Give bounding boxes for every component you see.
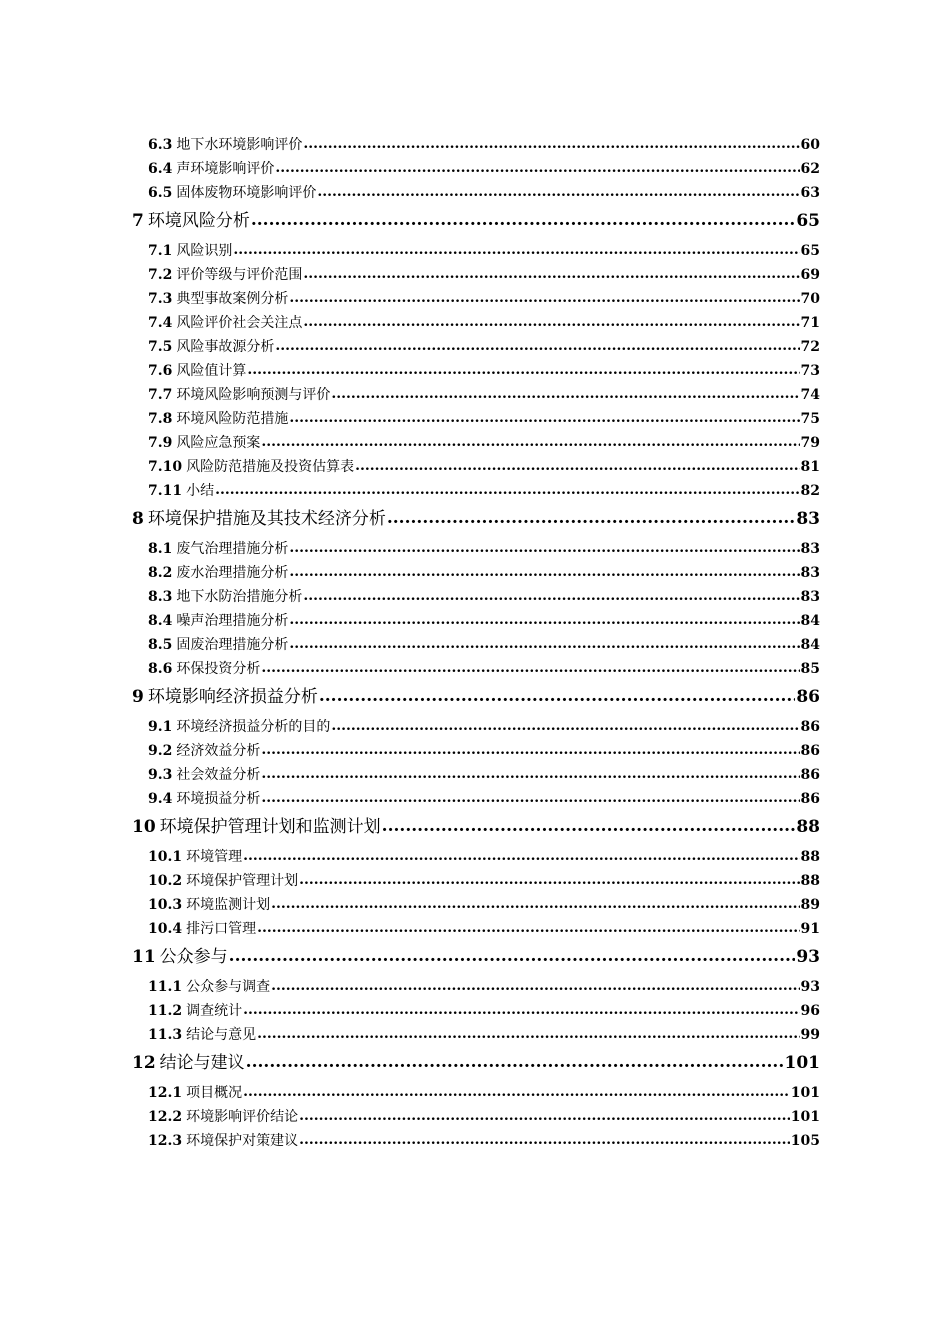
toc-section-entry[interactable]: [132, 407, 820, 431]
toc-dot-leader: [303, 310, 799, 334]
toc-entry-title: 声环境影响评价: [176, 161, 275, 177]
toc-entry-number: 8.5: [148, 637, 173, 653]
toc-entry-title: 小结: [186, 483, 215, 499]
toc-entry-number: 8: [132, 509, 144, 529]
toc-dot-leader: [355, 454, 799, 478]
toc-entry-number: 11.1: [148, 979, 183, 995]
toc-entry-title: 调查统计: [186, 1003, 243, 1019]
toc-entry-number: 7.2: [148, 267, 173, 283]
toc-entry-title: 项目概况: [186, 1085, 243, 1101]
toc-entry-number: 9.4: [148, 791, 173, 807]
toc-dot-leader: [251, 208, 795, 232]
toc-entry-title: 风险识别: [176, 243, 233, 259]
toc-dot-leader: [331, 382, 799, 406]
toc-entry-number: 9: [132, 687, 144, 707]
toc-entry-page-number: 99: [800, 1027, 820, 1043]
toc-entry-title: 地下水环境影响评价: [176, 137, 303, 153]
toc-entry-title: 风险防范措施及投资估算表: [186, 459, 355, 475]
toc-entry-number: 10.3: [148, 897, 183, 913]
toc-section-entry[interactable]: [132, 479, 820, 503]
toc-dot-leader: [261, 430, 799, 454]
toc-entry-title: 环境风险影响预测与评价: [176, 387, 331, 403]
toc-entry-page-number: 86: [800, 719, 820, 735]
toc-entry-number: 12.3: [148, 1133, 183, 1149]
toc-entry-page-number: 62: [800, 161, 820, 177]
toc-dot-leader: [289, 560, 799, 584]
toc-entry-page-number: 83: [800, 565, 820, 581]
toc-entry-title: 风险值计算: [176, 363, 247, 379]
toc-dot-leader: [331, 714, 799, 738]
toc-dot-leader: [303, 132, 799, 156]
toc-entry-number: 11: [132, 947, 156, 967]
toc-section-entry[interactable]: [132, 133, 820, 157]
toc-entry-title: 结论与意见: [186, 1027, 257, 1043]
toc-section-entry[interactable]: [132, 633, 820, 657]
toc-dot-leader: [247, 358, 799, 382]
toc-entry-page-number: 73: [800, 363, 820, 379]
toc-entry-page-number: 65: [800, 243, 820, 259]
toc-dot-leader: [243, 844, 799, 868]
toc-section-entry[interactable]: [132, 263, 820, 287]
toc-entry-number: 7.5: [148, 339, 173, 355]
toc-entry-title: 固废治理措施分析: [176, 637, 289, 653]
toc-chapter-entry[interactable]: [132, 507, 820, 531]
toc-section-entry[interactable]: [132, 455, 820, 479]
toc-entry-title: 风险应急预案: [176, 435, 261, 451]
toc-entry-title: 社会效益分析: [176, 767, 261, 783]
toc-entry-title: 地下水防治措施分析: [176, 589, 303, 605]
toc-entry-number: 7.4: [148, 315, 173, 331]
toc-entry-page-number: 105: [790, 1133, 820, 1149]
toc-dot-leader: [299, 1128, 790, 1152]
toc-entry-page-number: 83: [800, 589, 820, 605]
toc-section-entry[interactable]: [132, 181, 820, 205]
toc-dot-leader: [257, 916, 799, 940]
toc-dot-leader: [271, 974, 799, 998]
toc-dot-leader: [215, 478, 799, 502]
toc-section-entry[interactable]: [132, 311, 820, 335]
toc-entry-title: 环境保护管理计划: [186, 873, 299, 889]
toc-entry-number: 7.3: [148, 291, 173, 307]
toc-entry-number: 12.2: [148, 1109, 183, 1125]
toc-entry-number: 7.10: [148, 459, 183, 475]
toc-entry-number: 6.5: [148, 185, 173, 201]
toc-entry-number: 7.1: [148, 243, 173, 259]
toc-section-entry[interactable]: [132, 287, 820, 311]
toc-entry-page-number: 84: [800, 637, 820, 653]
toc-dot-leader: [261, 656, 799, 680]
toc-entry-title: 经济效益分析: [176, 743, 261, 759]
toc-section-entry[interactable]: [132, 537, 820, 561]
toc-section-entry[interactable]: [132, 157, 820, 181]
toc-dot-leader: [243, 1080, 790, 1104]
toc-entry-number: 9.3: [148, 767, 173, 783]
toc-section-entry[interactable]: [132, 1105, 820, 1129]
toc-entry-page-number: 85: [800, 661, 820, 677]
toc-entry-title: 环境经济损益分析的目的: [176, 719, 331, 735]
toc-entry-page-number: 101: [784, 1053, 820, 1073]
toc-entry-title: 环境管理: [186, 849, 243, 865]
toc-section-entry[interactable]: [132, 335, 820, 359]
toc-entry-page-number: 86: [800, 743, 820, 759]
toc-entry-title: 风险事故源分析: [176, 339, 275, 355]
toc-section-entry[interactable]: [132, 999, 820, 1023]
toc-entry-page-number: 70: [800, 291, 820, 307]
toc-entry-page-number: 101: [790, 1109, 820, 1125]
toc-entry-title: 公众参与: [159, 947, 228, 967]
toc-entry-number: 7.9: [148, 435, 173, 451]
toc-chapter-entry[interactable]: [132, 1051, 820, 1075]
toc-entry-number: 6.4: [148, 161, 173, 177]
toc-section-entry[interactable]: [132, 359, 820, 383]
toc-chapter-entry[interactable]: [132, 945, 820, 969]
toc-entry-number: 8.2: [148, 565, 173, 581]
toc-entry-number: 12: [132, 1053, 156, 1073]
toc-section-entry[interactable]: [132, 893, 820, 917]
toc-entry-page-number: 65: [796, 211, 820, 231]
toc-entry-number: 8.6: [148, 661, 173, 677]
toc-section-entry[interactable]: [132, 609, 820, 633]
toc-entry-title: 环境影响经济损益分析: [147, 687, 318, 707]
toc-dot-leader: [289, 406, 799, 430]
toc-chapter-entry[interactable]: [132, 815, 820, 839]
toc-section-entry[interactable]: [132, 845, 820, 869]
toc-entry-page-number: 82: [800, 483, 820, 499]
toc-section-entry[interactable]: [132, 431, 820, 455]
toc-entry-title: 废水治理措施分析: [176, 565, 289, 581]
toc-entry-number: 7.7: [148, 387, 173, 403]
toc-dot-leader: [289, 286, 799, 310]
toc-entry-page-number: 83: [800, 541, 820, 557]
toc-entry-title: 噪声治理措施分析: [176, 613, 289, 629]
toc-dot-leader: [233, 238, 799, 262]
toc-dot-leader: [303, 262, 799, 286]
toc-entry-page-number: 71: [800, 315, 820, 331]
toc-entry-page-number: 101: [790, 1085, 820, 1101]
toc-entry-title: 排污口管理: [186, 921, 257, 937]
toc-dot-leader: [246, 1050, 784, 1074]
toc-entry-page-number: 91: [800, 921, 820, 937]
toc-entry-page-number: 96: [800, 1003, 820, 1019]
toc-entry-number: 7.6: [148, 363, 173, 379]
toc-entry-page-number: 88: [800, 849, 820, 865]
toc-section-entry[interactable]: [132, 585, 820, 609]
toc-entry-title: 废气治理措施分析: [176, 541, 289, 557]
toc-section-entry[interactable]: [132, 763, 820, 787]
toc-dot-leader: [299, 868, 799, 892]
toc-entry-page-number: 84: [800, 613, 820, 629]
toc-dot-leader: [299, 1104, 790, 1128]
toc-dot-leader: [257, 1022, 799, 1046]
toc-section-entry[interactable]: [132, 869, 820, 893]
toc-entry-title: 固体废物环境影响评价: [176, 185, 317, 201]
toc-entry-page-number: 63: [800, 185, 820, 201]
toc-dot-leader: [229, 944, 796, 968]
toc-entry-title: 环境监测计划: [186, 897, 271, 913]
toc-dot-leader: [382, 814, 796, 838]
toc-entry-page-number: 86: [796, 687, 820, 707]
toc-dot-leader: [303, 584, 799, 608]
toc-section-entry[interactable]: [132, 1129, 820, 1153]
toc-entry-number: 7.8: [148, 411, 173, 427]
toc-entry-number: 8.4: [148, 613, 173, 629]
toc-section-entry[interactable]: [132, 787, 820, 811]
toc-section-entry[interactable]: [132, 1023, 820, 1047]
toc-section-entry[interactable]: [132, 1081, 820, 1105]
toc-dot-leader: [289, 536, 799, 560]
toc-entry-title: 典型事故案例分析: [176, 291, 289, 307]
toc-entry-number: 6.3: [148, 137, 173, 153]
toc-entry-number: 8.3: [148, 589, 173, 605]
toc-entry-number: 11.3: [148, 1027, 183, 1043]
toc-dot-leader: [261, 738, 799, 762]
toc-dot-leader: [261, 786, 799, 810]
toc-entry-page-number: 88: [796, 817, 820, 837]
toc-entry-title: 环境保护对策建议: [186, 1133, 299, 1149]
toc-dot-leader: [275, 156, 799, 180]
toc-entry-number: 10.4: [148, 921, 183, 937]
toc-section-entry[interactable]: [132, 657, 820, 681]
toc-entry-title: 环保投资分析: [176, 661, 261, 677]
toc-section-entry[interactable]: [132, 975, 820, 999]
toc-entry-page-number: 72: [800, 339, 820, 355]
toc-entry-page-number: 69: [800, 267, 820, 283]
toc-dot-leader: [275, 334, 799, 358]
toc-entry-number: 10.1: [148, 849, 183, 865]
toc-dot-leader: [387, 506, 795, 530]
toc-section-entry[interactable]: [132, 715, 820, 739]
toc-entry-page-number: 86: [800, 791, 820, 807]
toc-dot-leader: [289, 632, 799, 656]
toc-dot-leader: [319, 684, 795, 708]
toc-entry-number: 9.2: [148, 743, 173, 759]
toc-entry-number: 9.1: [148, 719, 173, 735]
toc-entry-page-number: 89: [800, 897, 820, 913]
toc-entry-page-number: 81: [800, 459, 820, 475]
toc-entry-page-number: 88: [800, 873, 820, 889]
toc-entry-page-number: 83: [796, 509, 820, 529]
toc-section-entry[interactable]: [132, 917, 820, 941]
table-of-contents: [132, 133, 820, 1153]
toc-entry-title: 环境损益分析: [176, 791, 261, 807]
toc-entry-number: 8.1: [148, 541, 173, 557]
toc-dot-leader: [289, 608, 799, 632]
toc-section-entry[interactable]: [132, 561, 820, 585]
toc-entry-title: 结论与建议: [159, 1053, 245, 1073]
toc-entry-number: 7: [132, 211, 144, 231]
toc-dot-leader: [261, 762, 799, 786]
toc-entry-title: 环境保护措施及其技术经济分析: [147, 509, 386, 529]
toc-entry-number: 10: [132, 817, 156, 837]
toc-entry-title: 评价等级与评价范围: [176, 267, 303, 283]
toc-chapter-entry[interactable]: [132, 685, 820, 709]
toc-entry-page-number: 79: [800, 435, 820, 451]
toc-entry-title: 环境影响评价结论: [186, 1109, 299, 1125]
toc-section-entry[interactable]: [132, 383, 820, 407]
toc-entry-title: 环境风险防范措施: [176, 411, 289, 427]
toc-entry-page-number: 75: [800, 411, 820, 427]
toc-entry-page-number: 93: [800, 979, 820, 995]
toc-entry-title: 风险评价社会关注点: [176, 315, 303, 331]
toc-chapter-entry[interactable]: [132, 209, 820, 233]
toc-entry-title: 公众参与调查: [186, 979, 271, 995]
toc-entry-title: 环境保护管理计划和监测计划: [159, 817, 381, 837]
toc-entry-number: 11.2: [148, 1003, 183, 1019]
toc-entry-title: 环境风险分析: [147, 211, 250, 231]
toc-entry-number: 12.1: [148, 1085, 183, 1101]
toc-entry-number: 10.2: [148, 873, 183, 889]
toc-dot-leader: [243, 998, 799, 1022]
toc-entry-page-number: 74: [800, 387, 820, 403]
toc-section-entry[interactable]: [132, 239, 820, 263]
toc-entry-page-number: 86: [800, 767, 820, 783]
toc-dot-leader: [271, 892, 799, 916]
toc-entry-number: 7.11: [148, 483, 183, 499]
toc-entry-page-number: 93: [796, 947, 820, 967]
toc-entry-page-number: 60: [800, 137, 820, 153]
toc-dot-leader: [317, 180, 799, 204]
toc-section-entry[interactable]: [132, 739, 820, 763]
